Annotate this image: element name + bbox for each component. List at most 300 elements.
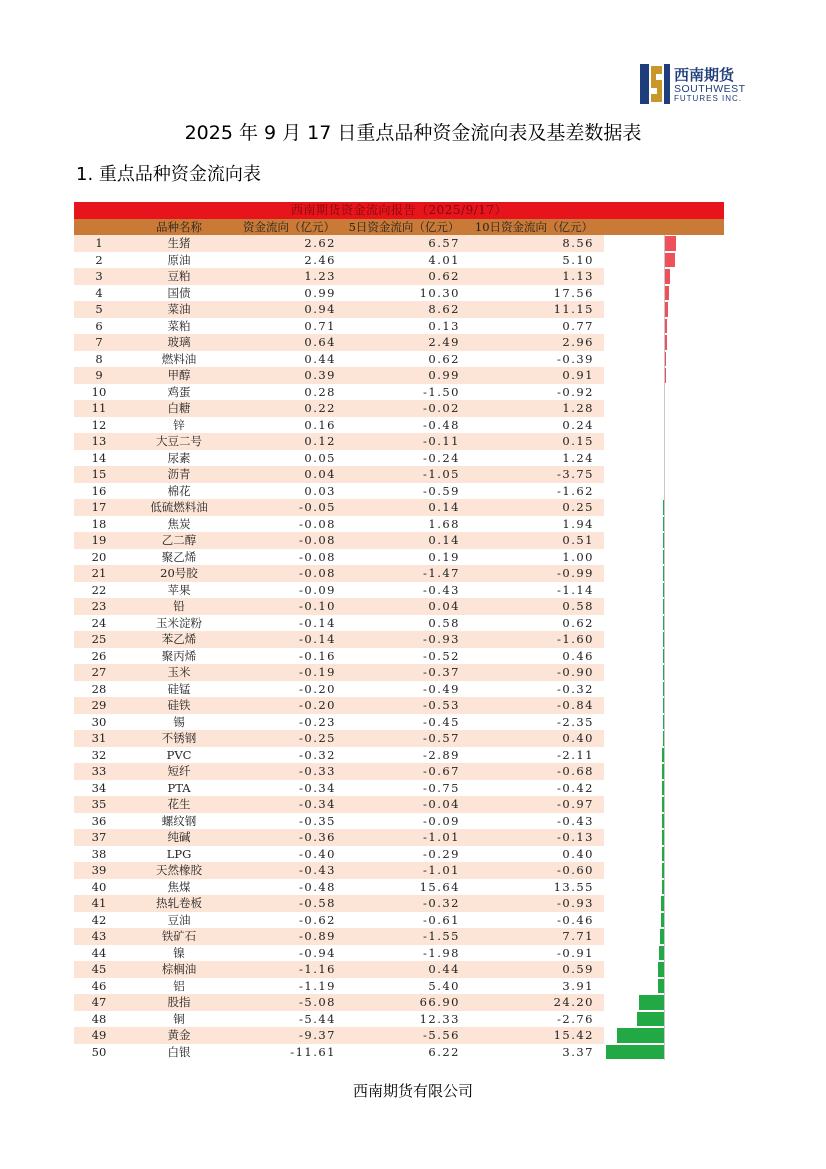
row-rank: 31 (91, 731, 107, 745)
table-row (74, 433, 724, 450)
row-rank: 1 (95, 236, 103, 250)
row-flow-10d: 15.42 (553, 1028, 594, 1042)
table-row (74, 747, 724, 764)
header-flow-5d: 5日资金流向（亿元） (348, 220, 460, 234)
row-rank: 43 (91, 929, 107, 943)
table-row (74, 301, 724, 318)
row-flow-10d: 7.71 (562, 929, 594, 943)
table-row (74, 846, 724, 863)
row-flow: -0.08 (299, 566, 336, 580)
table-row (74, 235, 724, 252)
table-row (74, 780, 724, 797)
negative-flow-bar (639, 995, 664, 1010)
section-heading: 1. 重点品种资金流向表 (76, 164, 261, 185)
table-row (74, 763, 724, 780)
row-rank: 8 (95, 351, 103, 366)
row-rank: 5 (95, 302, 103, 316)
row-flow-10d: 0.40 (562, 731, 594, 745)
row-flow: -0.32 (299, 747, 336, 762)
row-flow-5d: -0.93 (423, 632, 460, 646)
row-rank: 9 (95, 368, 103, 382)
row-flow-10d: 1.28 (562, 401, 594, 415)
row-rank: 15 (91, 467, 107, 481)
header-flow: 资金流向（亿元） (243, 220, 335, 234)
row-rank: 26 (91, 648, 107, 663)
row-rank: 35 (91, 797, 107, 811)
row-flow: -0.08 (299, 533, 336, 547)
row-flow: -0.62 (299, 912, 336, 927)
row-flow-5d: -0.48 (423, 417, 460, 432)
row-flow-5d: 0.14 (428, 500, 460, 514)
row-rank: 14 (91, 450, 107, 465)
row-name: 硅锰 (167, 681, 191, 696)
row-rank: 12 (91, 417, 107, 432)
table-row (74, 565, 724, 582)
table-row (74, 532, 724, 549)
row-flow-10d: 0.91 (562, 368, 594, 382)
row-name: 锌 (173, 417, 185, 432)
row-name: 铝 (173, 978, 185, 993)
positive-flow-bar (664, 253, 675, 268)
row-name: LPG (166, 846, 192, 861)
page-title: 2025 年 9 月 17 日重点品种资金流向表及基差数据表 (184, 122, 642, 144)
row-flow-5d: 4.01 (428, 252, 460, 267)
row-flow: -5.08 (299, 995, 336, 1009)
row-flow-5d: -0.53 (423, 698, 460, 712)
row-name: 纯碱 (167, 830, 191, 844)
row-name: 短纤 (167, 764, 191, 778)
row-rank: 20 (91, 549, 107, 564)
row-flow-10d: -0.13 (557, 830, 594, 844)
row-name: 棕榈油 (161, 962, 197, 976)
row-flow-5d: 6.57 (428, 236, 460, 250)
row-flow-10d: -0.42 (557, 780, 594, 795)
table-row (74, 978, 724, 995)
row-flow: 0.16 (304, 417, 336, 432)
row-flow-5d: -0.09 (423, 813, 460, 828)
row-flow-10d: 0.59 (562, 962, 594, 976)
row-flow: 0.64 (304, 335, 336, 349)
row-rank: 40 (91, 879, 107, 894)
row-flow-5d: -0.04 (423, 797, 460, 811)
header-rank (74, 219, 124, 235)
row-flow-10d: -0.68 (557, 764, 594, 778)
table-row (74, 334, 724, 351)
row-flow-10d: -0.84 (557, 698, 594, 712)
row-rank: 32 (91, 747, 107, 762)
header-bar (604, 219, 724, 235)
row-name: 尿素 (167, 450, 191, 465)
row-flow: -9.37 (299, 1028, 336, 1042)
row-flow: 0.05 (304, 450, 336, 465)
row-flow-10d: 0.25 (562, 500, 594, 514)
row-flow-10d: -0.46 (557, 912, 594, 927)
table-row (74, 648, 724, 665)
row-name: 低硫燃料油 (150, 500, 208, 514)
row-flow-10d: 0.15 (562, 434, 594, 448)
row-flow: -0.36 (299, 830, 336, 844)
negative-flow-bar (637, 1012, 664, 1027)
logo-mark-icon (640, 62, 670, 106)
row-name: 硅铁 (167, 698, 191, 712)
row-name: 白糖 (167, 401, 191, 415)
row-flow-5d: -1.47 (423, 566, 460, 580)
row-rank: 11 (91, 401, 107, 415)
row-flow: 0.44 (304, 351, 336, 366)
row-flow: -5.44 (299, 1011, 336, 1026)
row-rank: 33 (91, 764, 107, 778)
row-flow: -0.25 (299, 731, 336, 745)
row-flow-10d: 11.15 (553, 302, 594, 316)
row-name: PVC (166, 747, 192, 762)
row-name: 豆油 (167, 912, 191, 927)
row-flow-5d: -0.52 (423, 648, 460, 663)
table-row (74, 829, 724, 846)
row-flow-5d: 15.64 (419, 879, 460, 894)
row-flow: -0.20 (299, 698, 336, 712)
header-flow-10d: 10日资金流向（亿元） (474, 220, 594, 234)
row-flow: -0.20 (299, 681, 336, 696)
row-flow-5d: -0.24 (423, 450, 460, 465)
row-flow: -0.33 (299, 764, 336, 778)
row-rank: 38 (91, 846, 107, 861)
row-name: 棉花 (167, 483, 191, 498)
row-flow-5d: 6.22 (428, 1044, 460, 1059)
row-flow: 2.62 (304, 236, 336, 250)
row-rank: 36 (91, 813, 107, 828)
row-rank: 44 (91, 945, 107, 960)
row-flow-10d: 0.51 (562, 533, 594, 547)
table-row (74, 961, 724, 978)
row-flow: 0.03 (304, 483, 336, 498)
row-rank: 16 (91, 483, 107, 498)
row-name: 燃料油 (161, 351, 197, 366)
table-row (74, 994, 724, 1011)
positive-flow-bar (664, 236, 676, 251)
row-flow-5d: -1.55 (423, 929, 460, 943)
table-row (74, 879, 724, 896)
row-flow-5d: 0.19 (428, 549, 460, 564)
row-rank: 49 (91, 1028, 107, 1042)
table-row (74, 730, 724, 747)
row-name: 焦煤 (167, 879, 191, 894)
row-flow-10d: 17.56 (553, 285, 594, 300)
row-flow: -0.48 (299, 879, 336, 894)
row-rank: 50 (91, 1044, 107, 1059)
row-flow-10d: 3.37 (562, 1044, 594, 1059)
row-flow: -0.09 (299, 582, 336, 597)
row-flow-10d: -0.92 (557, 384, 594, 399)
table-row (74, 862, 724, 879)
table-row (74, 285, 724, 302)
row-rank: 18 (91, 516, 107, 531)
row-flow-10d: 13.55 (553, 879, 594, 894)
row-flow: 0.22 (304, 401, 336, 415)
row-flow: -0.14 (299, 615, 336, 630)
row-flow: -0.40 (299, 846, 336, 861)
row-name: 乙二醇 (161, 533, 197, 547)
row-flow-10d: 0.77 (562, 318, 594, 333)
row-flow: -0.34 (299, 780, 336, 795)
row-flow-10d: -0.90 (557, 665, 594, 679)
row-flow: -11.61 (290, 1044, 336, 1059)
table-row (74, 483, 724, 500)
row-name: 原油 (167, 252, 191, 267)
row-flow-5d: 0.04 (428, 599, 460, 613)
table-header (74, 219, 724, 235)
row-rank: 24 (91, 615, 107, 630)
row-flow: -0.05 (299, 500, 336, 514)
row-flow-10d: 0.24 (562, 417, 594, 432)
table-row (74, 450, 724, 467)
footer-company: 西南期货有限公司 (352, 1082, 473, 1100)
table-row (74, 582, 724, 599)
row-rank: 19 (91, 533, 107, 547)
row-flow-10d: 1.00 (562, 549, 594, 564)
logo-english-subtext: FUTURES INC. (674, 94, 742, 103)
table-row (74, 945, 724, 962)
row-rank: 7 (95, 335, 103, 349)
row-flow-10d: 1.24 (562, 450, 594, 465)
row-flow-10d: 0.62 (562, 615, 594, 630)
table-row (74, 516, 724, 533)
row-flow: 0.94 (304, 302, 336, 316)
row-name: 苯乙烯 (161, 632, 197, 646)
row-flow-10d: -0.99 (557, 566, 594, 580)
row-flow: 0.12 (304, 434, 336, 448)
row-name: 花生 (167, 797, 191, 811)
row-flow: -0.23 (299, 714, 336, 729)
bar-axis (664, 235, 665, 1060)
row-flow-5d: -0.49 (423, 681, 460, 696)
row-rank: 23 (91, 599, 107, 613)
row-flow-5d: -0.61 (423, 912, 460, 927)
row-name: 股指 (167, 995, 191, 1009)
row-flow-5d: 0.62 (428, 269, 460, 283)
row-flow: -0.19 (299, 665, 336, 679)
table-row (74, 631, 724, 648)
table-row (74, 681, 724, 698)
table-row (74, 367, 724, 384)
row-flow-5d: -0.11 (423, 434, 460, 448)
row-flow-10d: 5.10 (562, 252, 594, 267)
row-flow-10d: 1.13 (562, 269, 594, 283)
row-flow: 0.71 (304, 318, 336, 333)
row-name: 铅 (173, 599, 185, 613)
row-flow-5d: -0.29 (423, 846, 460, 861)
row-flow: 0.04 (304, 467, 336, 481)
row-flow-10d: 24.20 (553, 995, 594, 1009)
row-rank: 6 (95, 318, 103, 333)
row-rank: 4 (95, 285, 103, 300)
table-row (74, 252, 724, 269)
table-row (74, 268, 724, 285)
row-flow-5d: -1.01 (423, 863, 460, 877)
table-row (74, 664, 724, 681)
row-name: 螺纹钢 (161, 813, 197, 828)
row-flow: -0.58 (299, 896, 336, 910)
row-flow-5d: 66.90 (419, 995, 460, 1009)
header-name: 品种名称 (156, 220, 202, 234)
row-flow-10d: 0.58 (562, 599, 594, 613)
row-flow: -0.34 (299, 797, 336, 811)
row-flow-5d: 0.13 (428, 318, 460, 333)
table-row (74, 615, 724, 632)
row-flow-5d: -0.02 (423, 401, 460, 415)
row-flow-5d: 0.99 (428, 368, 460, 382)
row-name: 镍 (173, 945, 185, 960)
row-flow-10d: -0.39 (557, 351, 594, 366)
row-flow: -1.16 (299, 962, 336, 976)
row-rank: 2 (95, 252, 103, 267)
row-flow-10d: -0.97 (557, 797, 594, 811)
row-name: 不锈钢 (161, 731, 197, 745)
row-flow-10d: 1.94 (562, 516, 594, 531)
row-flow-5d: -0.59 (423, 483, 460, 498)
row-flow-5d: -0.32 (423, 896, 460, 910)
row-rank: 13 (91, 434, 107, 448)
row-name: 20号胶 (160, 566, 198, 580)
table-row (74, 549, 724, 566)
row-name: 天然橡胶 (156, 863, 202, 877)
table-row (74, 466, 724, 483)
row-rank: 17 (91, 500, 107, 514)
row-flow: 0.39 (304, 368, 336, 382)
row-name: 白银 (167, 1044, 191, 1059)
table-row (74, 1044, 724, 1061)
row-name: 生猪 (167, 236, 191, 250)
row-flow: 1.23 (304, 269, 336, 283)
row-name: 玉米淀粉 (156, 615, 202, 630)
row-rank: 37 (91, 830, 107, 844)
row-flow: -0.08 (299, 549, 336, 564)
row-flow: -0.89 (299, 929, 336, 943)
row-flow: -0.14 (299, 632, 336, 646)
row-flow-5d: -1.01 (423, 830, 460, 844)
row-flow: -0.35 (299, 813, 336, 828)
row-flow-5d: -0.43 (423, 582, 460, 597)
row-name: 热轧卷板 (156, 896, 202, 910)
row-flow-10d: -0.93 (557, 896, 594, 910)
table-row (74, 400, 724, 417)
row-flow-5d: 2.49 (428, 335, 460, 349)
row-name: 鸡蛋 (167, 384, 191, 399)
row-rank: 25 (91, 632, 107, 646)
row-flow: -0.16 (299, 648, 336, 663)
negative-flow-bar (617, 1028, 664, 1043)
logo-english-text: SOUTHWEST (674, 83, 746, 95)
row-flow-10d: 0.46 (562, 648, 594, 663)
row-name: 玻璃 (167, 335, 191, 349)
row-flow: 0.28 (304, 384, 336, 399)
row-flow-5d: 0.14 (428, 533, 460, 547)
row-rank: 21 (91, 566, 107, 580)
row-name: PTA (167, 780, 191, 795)
row-flow-5d: -0.45 (423, 714, 460, 729)
row-flow-5d: 0.62 (428, 351, 460, 366)
row-rank: 10 (91, 384, 107, 399)
row-flow-5d: -0.37 (423, 665, 460, 679)
row-rank: 45 (91, 962, 107, 976)
table-row (74, 417, 724, 434)
table-row (74, 813, 724, 830)
row-name: 沥青 (167, 467, 191, 481)
table-row (74, 598, 724, 615)
row-rank: 34 (91, 780, 107, 795)
row-name: 聚乙烯 (161, 549, 197, 564)
table-row (74, 318, 724, 335)
row-rank: 39 (91, 863, 107, 877)
row-name: 玉米 (167, 665, 191, 679)
row-flow-10d: -2.11 (557, 747, 594, 762)
row-name: 铁矿石 (161, 929, 197, 943)
row-flow: -0.43 (299, 863, 336, 877)
row-flow-10d: 2.96 (562, 335, 594, 349)
row-flow-10d: -0.91 (557, 945, 594, 960)
row-flow-10d: 3.91 (562, 978, 594, 993)
row-flow-5d: -1.98 (423, 945, 460, 960)
row-flow-10d: -1.62 (557, 483, 594, 498)
row-name: 菜油 (167, 302, 191, 316)
row-rank: 22 (91, 582, 107, 597)
row-flow-10d: -0.43 (557, 813, 594, 828)
table-row (74, 928, 724, 945)
report-title: 西南期货资金流向报告（2025/9/17） (74, 202, 724, 219)
row-flow-5d: -1.50 (423, 384, 460, 399)
row-rank: 46 (91, 978, 107, 993)
table-row (74, 796, 724, 813)
row-flow-5d: 5.40 (428, 978, 460, 993)
row-flow-10d: -0.60 (557, 863, 594, 877)
company-logo (640, 62, 760, 106)
row-flow-5d: 10.30 (419, 285, 460, 300)
row-name: 大豆二号 (156, 434, 202, 448)
row-flow-10d: 8.56 (562, 236, 594, 250)
row-rank: 48 (91, 1011, 107, 1026)
row-rank: 28 (91, 681, 107, 696)
row-rank: 42 (91, 912, 107, 927)
row-name: 菜粕 (167, 318, 191, 333)
row-name: 黄金 (167, 1028, 191, 1042)
row-flow-5d: -0.75 (423, 780, 460, 795)
row-flow-5d: 1.68 (428, 516, 460, 531)
row-flow-5d: 12.33 (419, 1011, 460, 1026)
row-flow-10d: -2.76 (557, 1011, 594, 1026)
row-flow-10d: -1.60 (557, 632, 594, 646)
row-name: 国债 (167, 285, 191, 300)
table-row (74, 912, 724, 929)
row-flow: -0.10 (299, 599, 336, 613)
table-body (74, 235, 724, 1060)
table-row (74, 1011, 724, 1028)
negative-flow-bar (606, 1045, 664, 1060)
row-flow-5d: -1.05 (423, 467, 460, 481)
row-name: 铜 (173, 1011, 185, 1026)
row-flow: -0.08 (299, 516, 336, 531)
table-row (74, 384, 724, 401)
row-flow: -0.94 (299, 945, 336, 960)
row-name: 焦炭 (167, 516, 191, 531)
table-row (74, 697, 724, 714)
row-flow: 0.99 (304, 285, 336, 300)
row-flow-5d: -0.67 (423, 764, 460, 778)
row-name: 聚丙烯 (161, 648, 197, 663)
row-name: 豆粕 (167, 269, 191, 283)
row-flow-5d: 0.58 (428, 615, 460, 630)
table-row (74, 714, 724, 731)
row-flow-10d: 0.40 (562, 846, 594, 861)
row-rank: 3 (95, 269, 103, 283)
